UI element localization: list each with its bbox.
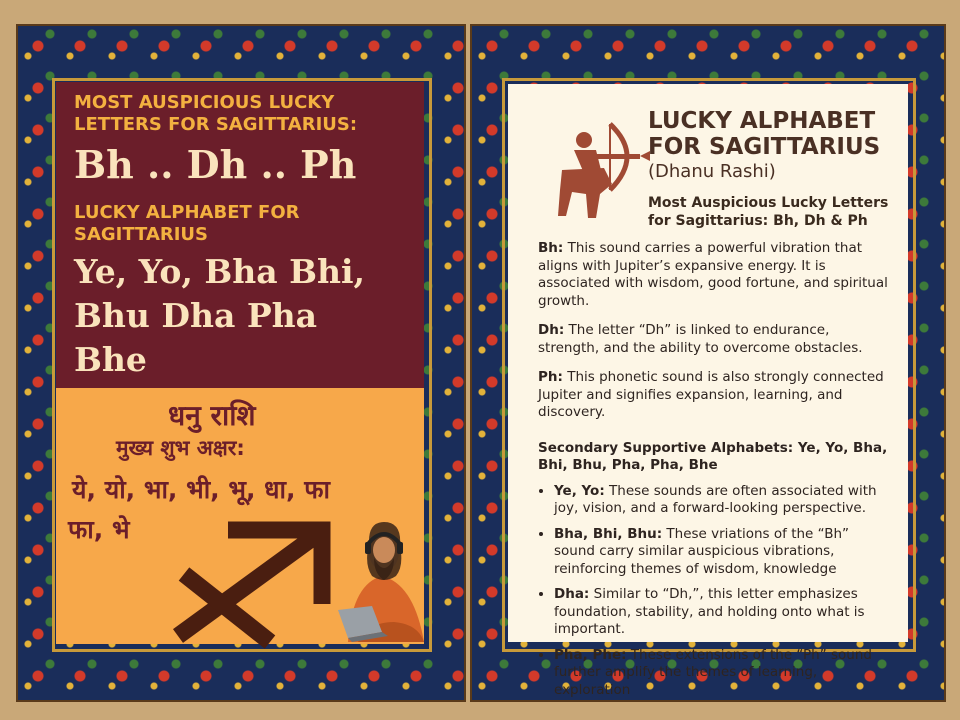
bullet-list: [538, 483, 894, 700]
list-item: [554, 483, 894, 518]
right-subtitle: (Dhanu Rashi): [648, 161, 776, 182]
heading-most-auspicious: MOST AUSPICIOUS LUCKY LETTERS FOR SAGITTARIUS:: [74, 92, 358, 135]
bullet-term: Pha, Phe:: [554, 646, 627, 663]
right-most-auspicious: Most Auspicious Lucky Letters for Sagittarius: Bh, Dh & Ph: [648, 195, 889, 229]
right-body: [538, 240, 894, 707]
secondary-heading: Secondary Supportive Alphabets: Ye, Yo, Bha, Bhi, Bhu, Pha, Pha, Bhe: [538, 439, 888, 473]
para-term: Dh:: [538, 322, 565, 338]
bullet-text: These extensions of the “Ph” sound further amplify the themes of learning, exploration: [554, 646, 872, 698]
para-text: This sound carries a powerful vibration that aligns with Jupiter’s expansive energy. It is associated with wisdom, good fortune, and spiritual growth.: [538, 240, 888, 309]
alphabet-line-1: Ye, Yo, Bha Bhi,: [74, 252, 366, 291]
right-card: [508, 84, 908, 698]
right-title: LUCKY ALPHABET FOR SAGITTARIUS: [648, 108, 881, 160]
para-term: Ph:: [538, 369, 563, 385]
hindi-subtitle: मुख्य शुभ अक्षर:: [116, 436, 245, 460]
para-dh: [538, 322, 894, 357]
para-bh: [538, 240, 894, 310]
hindi-title: धनु राशि: [168, 399, 256, 432]
para-term: Bh:: [538, 240, 564, 256]
list-item: [554, 586, 894, 639]
alphabet-line-2: Bhu Dha Pha: [74, 296, 318, 335]
lucky-letters: Bh .. Dh .. Ph: [74, 142, 357, 187]
bullet-text: Similar to “Dh,”, this letter emphasizes foundation, stability, and holding onto what is important.: [554, 586, 865, 637]
hindi-letters-line-1: ये, यो, भा, भी, भू, धा, फा: [72, 475, 330, 504]
para-text: The letter “Dh” is linked to endurance, strength, and the ability to overcome obstacles.: [538, 322, 863, 356]
para-ph: [538, 369, 894, 422]
sagittarius-symbol-icon: [166, 518, 336, 648]
list-item: [554, 526, 894, 579]
list-item: [554, 647, 894, 700]
heading-lucky-alphabet: LUCKY ALPHABET FOR SAGITTARIUS: [74, 202, 300, 245]
monk-with-laptop-icon: [338, 514, 428, 644]
left-card: [56, 82, 424, 644]
bullet-text: These sounds are often associated with joy, vision, and a forward-looking perspective.: [554, 482, 877, 516]
para-text: This phonetic sound is also strongly connected Jupiter and signifies expansion, learning, and discovery.: [538, 369, 884, 420]
bullet-term: Bha, Bhi, Bhu:: [554, 525, 663, 542]
hindi-letters-line-2: फा, भे: [68, 515, 130, 544]
bullet-term: Ye, Yo:: [554, 482, 605, 499]
archer-icon: [552, 120, 652, 230]
alphabet-line-3: Bhe: [74, 340, 147, 379]
bullet-text: These vriations of the “Bh” sound carry similar auspicious vibrations, reinforcing themes of wisdom, knowledge: [554, 525, 850, 577]
bullet-term: Dha:: [554, 586, 590, 602]
